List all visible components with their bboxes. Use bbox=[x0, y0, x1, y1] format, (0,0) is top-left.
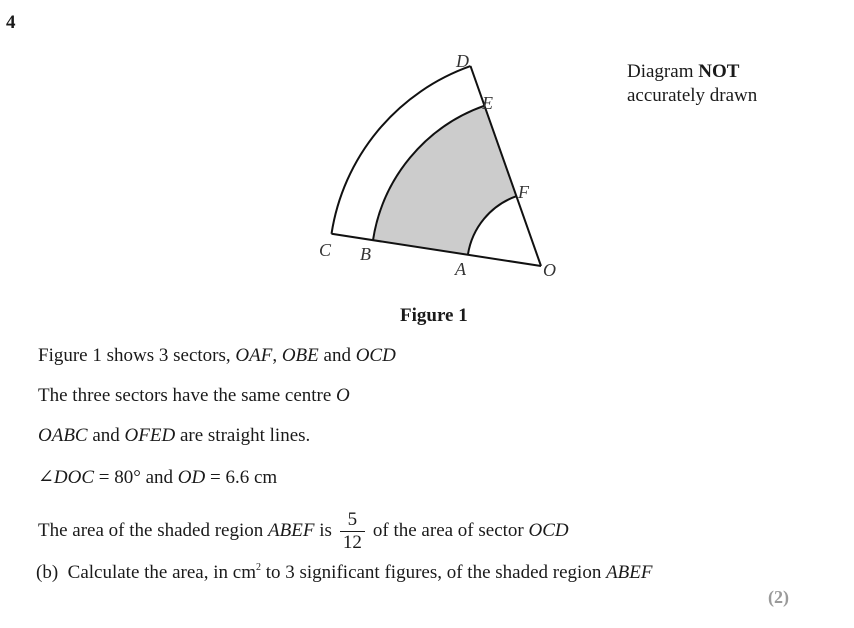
part-b-text1: Calculate the area, in cm bbox=[67, 562, 256, 583]
l5-text1: The area of the shaded region bbox=[38, 519, 269, 541]
l5-abef: ABEF bbox=[268, 519, 315, 541]
label-o: O bbox=[543, 260, 556, 280]
text-line-1 bbox=[38, 345, 396, 367]
part-b-label: (b) bbox=[36, 562, 59, 583]
part-b-text2: to 3 significant figures, of the shaded region bbox=[260, 562, 607, 583]
l1-sep1: , bbox=[272, 345, 282, 366]
l1-sep2: and bbox=[318, 345, 356, 366]
text-line-4 bbox=[38, 466, 277, 489]
l1-text: Figure 1 shows 3 sectors, bbox=[38, 345, 236, 366]
l4-angle: ∠DOC bbox=[38, 467, 95, 488]
label-d: D bbox=[456, 51, 469, 71]
l2-text: The three sectors have the same centre bbox=[38, 385, 337, 406]
l5-text3: of the area of sector bbox=[372, 519, 529, 541]
text-line-5 bbox=[38, 510, 569, 553]
part-b bbox=[36, 562, 653, 584]
label-a: A bbox=[455, 259, 466, 279]
label-c: C bbox=[319, 240, 332, 260]
question-number: 4 bbox=[6, 12, 16, 33]
l3-ofed: OFED bbox=[124, 425, 176, 446]
part-b-superscript: 2 bbox=[255, 562, 261, 573]
figure-caption: Figure 1 bbox=[400, 305, 468, 326]
fraction bbox=[340, 510, 365, 553]
sector-diagram bbox=[0, 0, 854, 300]
marks: (2) bbox=[768, 587, 789, 607]
fraction-denominator: 12 bbox=[342, 532, 362, 553]
fraction-numerator: 5 bbox=[340, 510, 365, 532]
l1-ocd: OCD bbox=[355, 345, 396, 366]
l4-text1: = 80° and bbox=[94, 467, 178, 488]
l4-od: OD bbox=[177, 467, 206, 488]
label-b: B bbox=[360, 244, 371, 264]
l5-ocd: OCD bbox=[528, 519, 569, 541]
part-b-abef: ABEF bbox=[606, 562, 653, 583]
l3-text1: and bbox=[87, 425, 125, 446]
l1-oaf: OAF bbox=[235, 345, 273, 366]
l2-o: O bbox=[336, 385, 350, 406]
label-f: F bbox=[518, 182, 529, 202]
text-line-2 bbox=[38, 385, 350, 407]
note-suffix: accurately drawn bbox=[627, 85, 758, 106]
l3-text2: are straight lines. bbox=[175, 425, 311, 446]
note-prefix: Diagram bbox=[627, 61, 699, 82]
l3-oabc: OABC bbox=[38, 425, 88, 446]
l4-text2: = 6.6 cm bbox=[205, 467, 278, 488]
label-e: E bbox=[482, 93, 493, 113]
l1-obe: OBE bbox=[281, 345, 319, 366]
text-line-3 bbox=[38, 425, 310, 447]
l5-text2: is bbox=[314, 519, 332, 541]
note-emphasis: NOT bbox=[698, 61, 740, 82]
